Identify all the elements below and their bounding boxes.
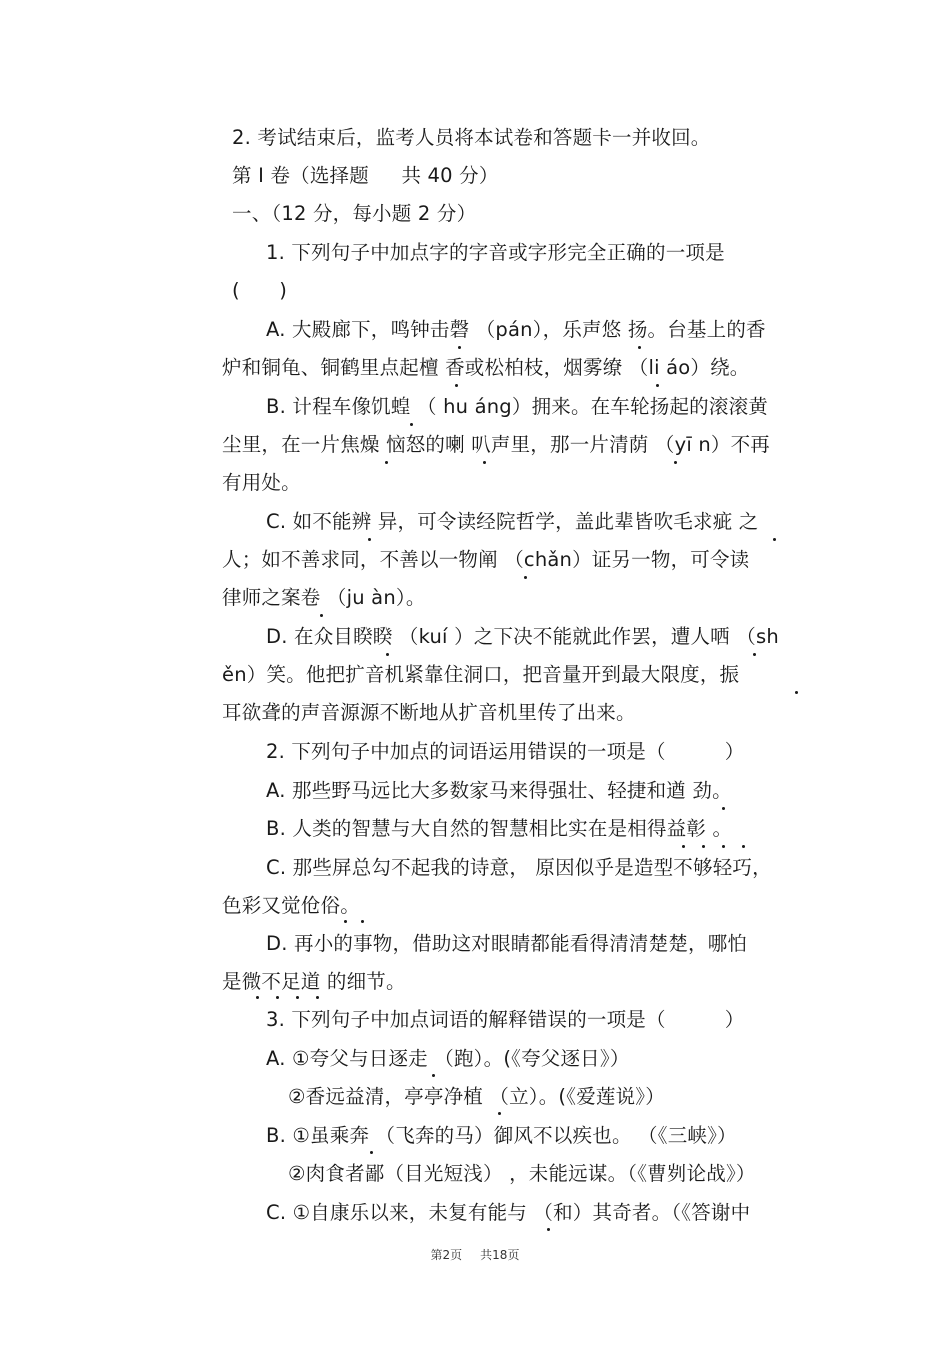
question-2-option-c-line-2: 色彩又觉伧俗。 (222, 894, 360, 917)
emphasis-dot (316, 996, 319, 999)
emphasis-dot (742, 845, 745, 848)
emphasis-dot (753, 653, 756, 656)
emphasis-dot (344, 920, 347, 923)
part-one-heading: 一、（12 分，每小题 2 分） (232, 202, 477, 225)
question-1-option-d-line-1: D. 在众目睽睽 （kuí ）之下决不能就此作罢，遭人哂 （sh (266, 625, 779, 648)
emphasis-dot (498, 1112, 501, 1115)
emphasis-dot (256, 996, 259, 999)
emphasis-dot (458, 346, 461, 349)
question-1-option-b-line-1: B. 计程车像饥蝗 （ hu áng）拥来。在车轮扬起的滚滚黄 (266, 395, 768, 418)
question-1-stem: 1. 下列句子中加点字的字音或字形完全正确的一项是 (266, 241, 725, 264)
question-1-option-d-line-3: 耳欲聋的声音源源不断地从扩音机里传了出来。 (222, 701, 636, 724)
emphasis-dot (296, 996, 299, 999)
emphasis-dot (483, 461, 486, 464)
emphasis-dot (385, 461, 388, 464)
question-2-stem: 2. 下列句子中加点的词语运用错误的一项是（ ） (266, 740, 745, 763)
question-1-option-a-line-2: 炉和铜龟、铜鹤里点起檀 香或松柏枝，烟雾缭 （li áo）绕。 (222, 356, 750, 379)
emphasis-dot (410, 423, 413, 426)
question-3-option-a-item-2: ②香远益清，亭亭净植 （立）。(《爱莲说》） (288, 1085, 665, 1108)
emphasis-dot (656, 384, 659, 387)
question-3-stem: 3. 下列句子中加点词语的解释错误的一项是（ ） (266, 1008, 745, 1031)
question-2-option-c-line-1: C. 那些屏总勾不起我的诗意， 原因似乎是造型不够轻巧， (266, 856, 772, 879)
question-2-option-a: A. 那些野马远比大多数家马来得强壮、轻捷和遒 劲。 (266, 779, 732, 802)
emphasis-dot (702, 845, 705, 848)
question-1-option-c-line-2: 人；如不善求同，不善以一物阐 （chǎn）证另一物，可令读 (222, 548, 750, 571)
emphasis-dot (722, 807, 725, 810)
question-2-option-d-line-2: 是微不足道 的细节。 (222, 970, 406, 993)
question-1-option-a-line-1: A. 大殿廊下，鸣钟击磬 （pán），乐声悠 扬。台基上的香 (266, 318, 766, 341)
question-1-option-b-line-2: 尘里，在一片焦燥 恼怒的喇 叭声里，那一片清荫 （yī n）不再 (222, 433, 771, 456)
emphasis-dot (386, 653, 389, 656)
question-3-option-b-item-2: ②肉食者鄙（目光短浅） ，未能远谋。（《曹刿论战》） (288, 1162, 756, 1185)
question-1-option-b-line-3: 有用处。 (222, 471, 301, 494)
emphasis-dot (432, 1074, 435, 1077)
question-1-option-c-line-1: C. 如不能辨 异，可令读经院哲学，盖此辈皆吹毛求疵 之 (266, 510, 759, 533)
question-1-option-c-line-3: 律师之案卷 （ju àn）。 (222, 586, 426, 609)
page-number: 第2页 (430, 1248, 463, 1262)
emphasis-dot (773, 538, 776, 541)
emphasis-dot (674, 461, 677, 464)
question-3-option-a-item-1: A. ①夸父与日逐走 （跑）。(《夸父逐日》） (266, 1047, 630, 1070)
emphasis-dot (524, 576, 527, 579)
emphasis-dot (795, 691, 798, 694)
emphasis-dot (638, 346, 641, 349)
question-1-option-d-line-2: ěn）笑。他把扩音机紧靠住洞口，把音量开到最大限度，振 (222, 663, 740, 686)
emphasis-dot (320, 614, 323, 617)
emphasis-dot (682, 845, 685, 848)
emphasis-dot (276, 996, 279, 999)
question-3-option-c-item-1: C. ①自康乐以来，未复有能与 （和）其奇者。（《答谢中 (266, 1201, 751, 1224)
emphasis-dot (547, 1228, 550, 1231)
page-footer (0, 1247, 950, 1263)
question-2-option-d-line-1: D. 再小的事物，借助这对眼睛都能看得清清楚楚，哪怕 (266, 932, 748, 955)
question-3-option-b-item-1: B. ①虽乘奔 （飞奔的马）御风不以疾也。 （《三峡》） (266, 1124, 737, 1147)
section-title: 第 I 卷（选择题 共 40 分） (232, 164, 499, 187)
question-2-option-b: B. 人类的智慧与大自然的智慧相比实在是相得益彰 。 (266, 817, 733, 840)
instruction-2: 2. 考试结束后，监考人员将本试卷和答题卡一并收回。 (232, 126, 711, 149)
emphasis-dot (368, 538, 371, 541)
page-total: 共18页 (480, 1248, 520, 1262)
emphasis-dot (361, 920, 364, 923)
emphasis-dot (455, 384, 458, 387)
emphasis-dot (370, 1151, 373, 1154)
question-1-answer-bracket: ( ) (232, 279, 288, 302)
emphasis-dot (722, 845, 725, 848)
